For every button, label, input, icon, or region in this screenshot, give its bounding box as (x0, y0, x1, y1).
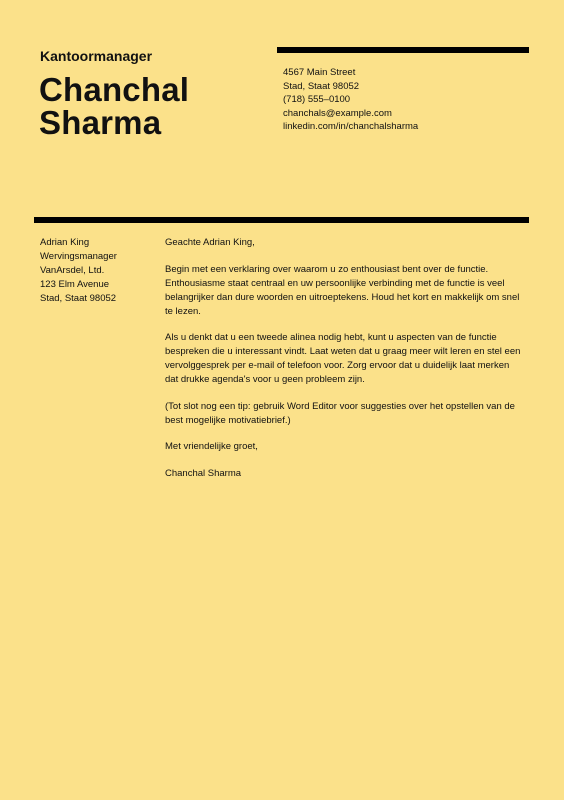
recipient-title: Wervingsmanager (40, 251, 117, 262)
contact-linkedin: linkedin.com/in/chanchalsharma (283, 121, 419, 133)
contact-city: Stad, Staat 98052 (283, 80, 360, 92)
first-name: Chanchal (39, 71, 190, 108)
letter-body (165, 236, 525, 493)
signature: Chanchal Sharma (165, 467, 242, 479)
contact-email: chanchals@example.com (283, 107, 392, 119)
contact-info (283, 66, 418, 134)
recipient-company: VanArsdel, Ltd. (40, 265, 105, 276)
recipient-city: Stad, Staat 98052 (40, 293, 117, 304)
contact-phone: (718) 555–0100 (283, 94, 351, 106)
section-rule (34, 217, 529, 223)
recipient-block (40, 236, 152, 306)
closing: Met vriendelijke groet, (165, 441, 258, 452)
last-name: Sharma (39, 104, 162, 141)
header-rule (277, 47, 529, 53)
contact-street: 4567 Main Street (283, 67, 356, 78)
paragraph-1: Begin met een verklaring over waarom u zo enthousiast bent over de functie. Enthousiasme staat centraal en uw persoonlijke verbinding met de functie is veel belangrijker dan dure woorden en uitroeptekens. Houd het kort en makkelijk om snel te lezen. (165, 263, 520, 317)
job-title: Kantoormanager (40, 48, 153, 64)
recipient-street: 123 Elm Avenue (40, 279, 110, 290)
applicant-name (39, 73, 189, 139)
paragraph-3: (Tot slot nog een tip: gebruik Word Editor voor suggesties over het opstellen van de best mogelijke motivatiebrief.) (165, 400, 515, 426)
paragraph-2: Als u denkt dat u een tweede alinea nodig hebt, kunt u aspecten van de functie bespreken die u interessant vindt. Laat weten dat u graag meer wilt leren en stel een vervolggesprek per e-mail of telefoon voor. Zorg ervoor dat u duidelijk laat merken dat drukke agenda's voor u geen probleem zijn. (165, 332, 521, 385)
recipient-name: Adrian King (40, 237, 90, 248)
salutation: Geachte Adrian King, (165, 237, 255, 248)
